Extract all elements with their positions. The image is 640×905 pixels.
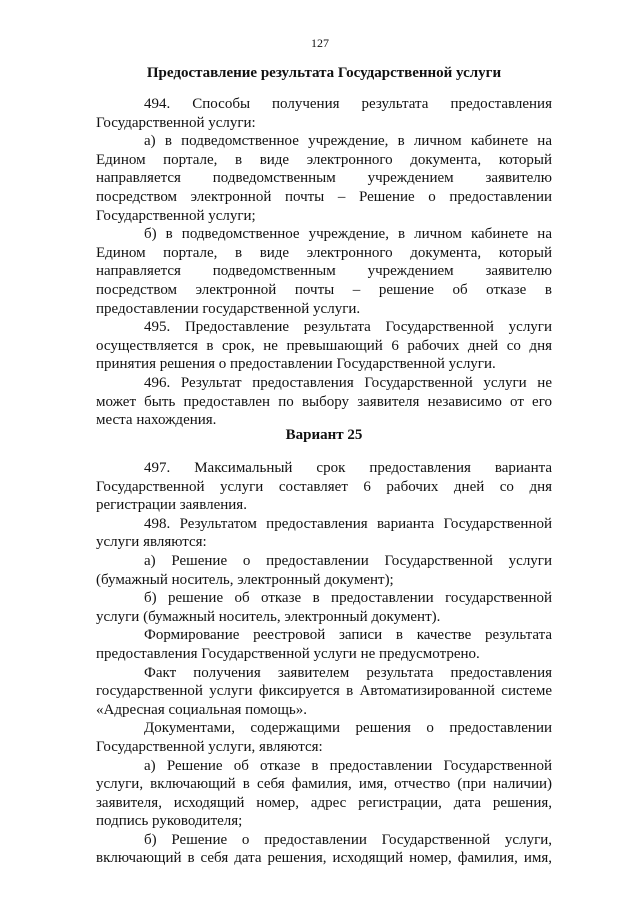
paragraph-registry-record: Формирование реестровой записи в качестве результата предоставления Государственной услуги не предусмотрено. <box>96 627 552 662</box>
section-result-body <box>96 95 552 430</box>
section-variant-body <box>96 459 552 868</box>
paragraph-495: 495. Предоставление результата Государственной услуги осуществляется в срок, не превышающий 6 рабочих дней со дня принятия решения о предоставлении Государственной услуги. <box>96 319 552 373</box>
paragraph-decision-b: б) Решение о предоставлении Государственной услуги, включающий в себя дата решения, исходящий номер, фамилия, имя, <box>96 831 552 867</box>
paragraph-decision-documents: Документами, содержащими решения о предоставлении Государственной услуги, являются: <box>96 720 552 755</box>
paragraph-496: 496. Результат предоставления Государственной услуги не может быть предоставлен по выбору заявителя независимо от его места нахождения. <box>96 374 552 429</box>
paragraph-494: 494. Способы получения результата предоставления Государственной услуги: <box>96 96 552 131</box>
paragraph-498-b: б) решение об отказе в предоставлении государственной услуги (бумажный носитель, электронный документ). <box>96 590 552 625</box>
paragraph-494-b: б) в подведомственное учреждение, в личном кабинете на Едином портале, в виде электронного документа, который направляется подведомственным учреждением заявителю посредством электронной почты – решение об отказе в предоставлении государственной услуги. <box>96 226 552 317</box>
section-heading-variant: Вариант 25 <box>285 427 363 443</box>
paragraph-497: 497. Максимальный срок предоставления варианта Государственной услуги составляет 6 рабочих дней со дня регистрации заявления. <box>96 460 552 514</box>
paragraph-decision-a: а) Решение об отказе в предоставлении Государственной услуги, включающий в себя фамилия, имя, отчество (при наличии) заявителя, исходящий номер, адрес регистрации, дата решения, подпись руководителя; <box>96 757 552 830</box>
section-heading-result: Предоставление результата Государственной услуги <box>146 65 502 81</box>
paragraph-498: 498. Результатом предоставления варианта Государственной услуги являются: <box>96 515 552 551</box>
paragraph-receipt-fact: Факт получения заявителем результата предоставления государственной услуги фиксируется в Автоматизированной системе «Адресная социальная помощь». <box>96 664 552 718</box>
paragraph-498-a: а) Решение о предоставлении Государственной услуги (бумажный носитель, электронный документ); <box>96 552 552 588</box>
paragraph-494-a: а) в подведомственное учреждение, в личном кабинете на Едином портале, в виде электронного документа, который направляется подведомственным учреждением заявителю посредством электронной почты – Решение о предоставлении Государственной услуги; <box>96 133 552 224</box>
page-number: 127 <box>311 36 329 50</box>
